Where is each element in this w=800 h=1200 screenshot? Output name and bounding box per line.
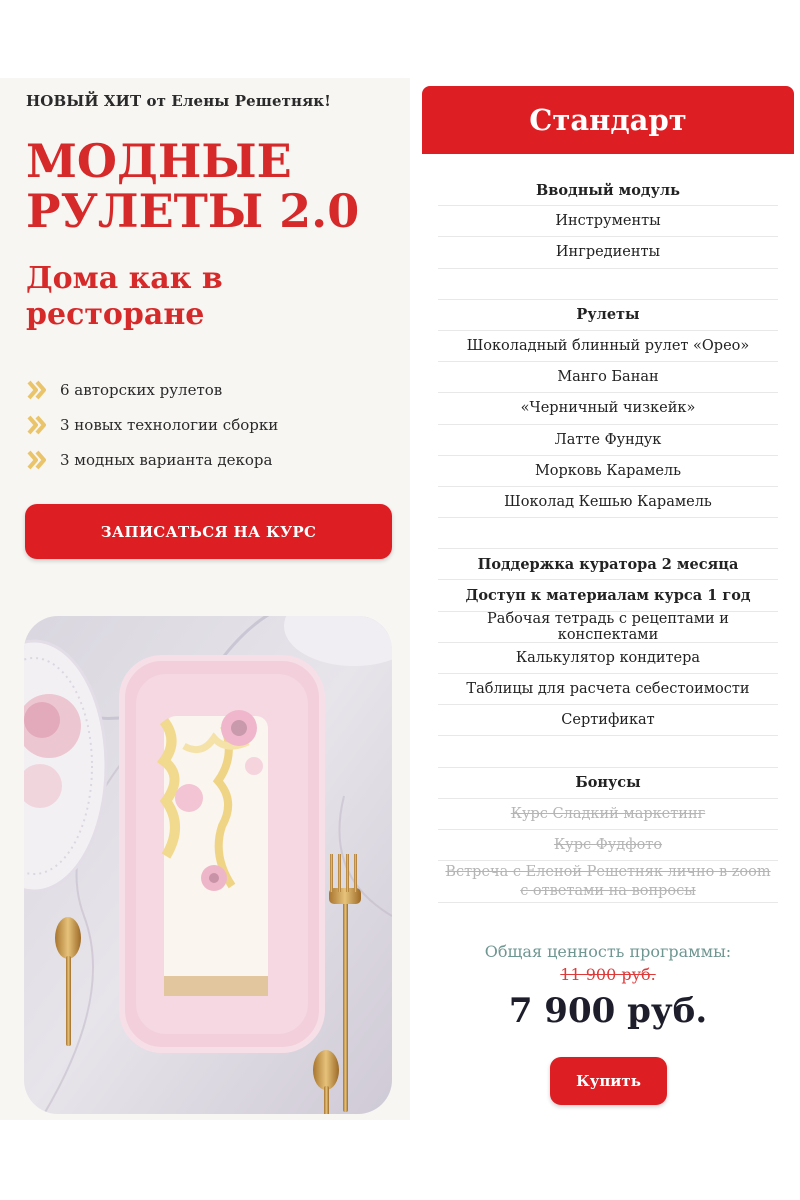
plan-feature: Ингредиенты [438,237,778,268]
feature-item [26,372,278,407]
feature-text: 3 новых технологии сборки [60,415,279,434]
plan-bonus-crossed: Курс Фудфото [438,830,778,861]
double-chevron-right-icon [26,379,48,401]
total-value-label: Общая ценность программы: [484,942,732,961]
plan-features-list [438,175,778,903]
plan-feature: Таблицы для расчета себестоимости [438,674,778,705]
plan-section-heading: Бонусы [438,768,778,799]
plan-feature: Калькулятор кондитера [438,643,778,674]
feature-item [26,442,278,477]
plan-feature: Латте Фундук [438,425,778,456]
feature-text: 6 авторских рулетов [60,380,223,399]
plan-feature: Шоколадный блинный рулет «Орео» [438,331,778,362]
plan-bonus-crossed: Встреча с Еленой Решетняк лично в zoom с ответами на вопросы [438,861,778,903]
plan-spacer [438,518,778,549]
buy-button[interactable]: Купить [550,1057,667,1105]
plan-feature: Сертификат [438,705,778,736]
current-price: 7 900 руб. [508,991,708,1031]
plan-section-heading: Рулеты [438,300,778,331]
feature-list [26,372,278,477]
plan-feature: Инструменты [438,206,778,237]
hero-title: МОДНЫЕ РУЛЕТЫ 2.0 [26,134,360,238]
old-price: 11 900 руб. [560,965,656,984]
plan-bonus-crossed: Курс Сладкий маркетинг [438,799,778,830]
plan-feature: Шоколад Кешью Карамель [438,487,778,518]
double-chevron-right-icon [26,449,48,471]
roll-cake-photo [24,616,392,1114]
plan-section-heading: Вводный модуль [438,175,778,206]
double-chevron-right-icon [26,414,48,436]
feature-text: 3 модных варианта декора [60,450,273,469]
plan-card [422,86,794,1120]
enroll-button[interactable]: ЗАПИСАТЬСЯ НА КУРС [25,504,392,559]
plan-feature: Манго Банан [438,362,778,393]
feature-item [26,407,278,442]
plan-feature: Морковь Карамель [438,456,778,487]
plan-feature: «Черничный чизкейк» [438,393,778,424]
plan-section-heading: Доступ к материалам курса 1 год [438,580,778,611]
plan-name: Стандарт [422,86,794,154]
plan-spacer [438,736,778,767]
hero-subtitle: Дома как в ресторане [26,261,223,332]
plan-spacer [438,269,778,300]
hero-panel [0,78,410,1120]
plan-section-heading: Поддержка куратора 2 месяца [438,549,778,580]
hero-kicker: НОВЫЙ ХИТ от Елены Решетняк! [26,92,331,110]
plan-feature: Рабочая тетрадь с рецептами и конспектами [438,612,778,643]
